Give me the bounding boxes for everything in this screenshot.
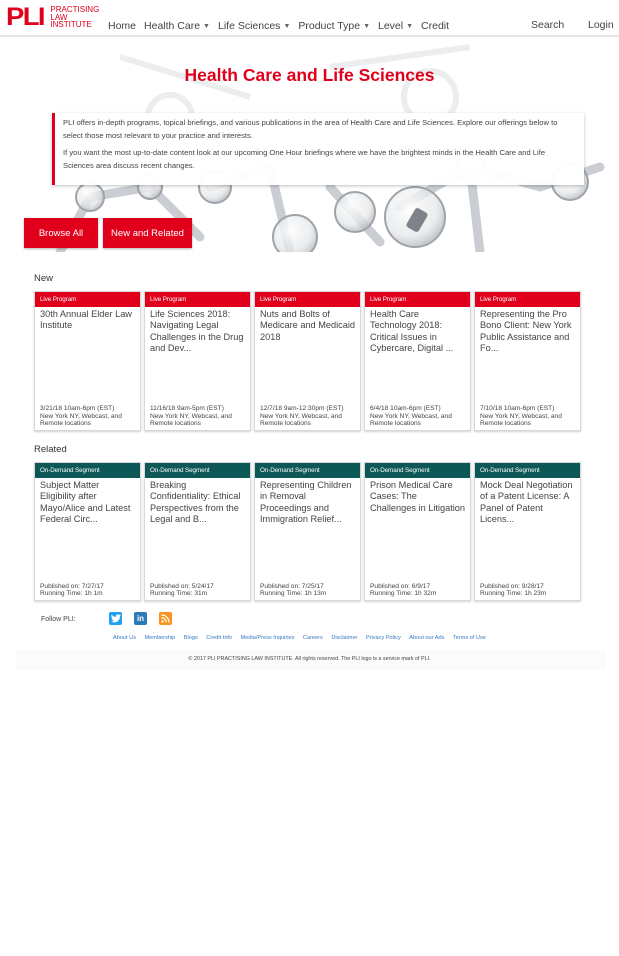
footer-link-disclaimer[interactable]: Disclaimer — [331, 635, 358, 641]
footer-link-privacy-policy[interactable]: Privacy Policy — [365, 635, 401, 641]
intro-callout — [52, 113, 584, 185]
card-published-date: Published on: 7/27/17 — [40, 582, 104, 590]
card-location: Remote locations — [370, 420, 421, 428]
card-running-time: Running Time: 1h 32m — [370, 590, 437, 598]
logo-wordmark — [50, 6, 99, 29]
card-running-time: Running Time: 1h 13m — [260, 590, 327, 598]
logo-line: INSTITUTE — [50, 20, 92, 30]
linkedin-icon[interactable] — [134, 612, 147, 625]
chevron-down-icon: ▼ — [203, 23, 210, 30]
logo-mark: PLI — [6, 3, 44, 31]
segment-card[interactable] — [254, 462, 361, 601]
card-location: Remote locations — [260, 420, 311, 428]
card-location: Remote locations — [40, 420, 91, 428]
card-location: Remote locations — [150, 420, 201, 428]
card-published-date: Published on: 9/28/17 — [480, 582, 544, 590]
card-type-badge: Live Program — [145, 292, 250, 307]
segment-card[interactable] — [364, 462, 471, 601]
nav-label: Credit — [421, 20, 450, 32]
card-location: New York NY, Webcast, and — [480, 412, 562, 420]
top-navigation-bar — [0, 0, 619, 37]
card-type-badge: On-Demand Segment — [365, 463, 470, 478]
program-card[interactable] — [364, 291, 471, 431]
related-cards-row — [34, 462, 581, 601]
chevron-down-icon: ▼ — [406, 23, 414, 30]
pli-logo[interactable] — [6, 3, 100, 31]
footer-link-careers[interactable]: Careers — [302, 635, 323, 641]
card-location: New York NY, Webcast, and — [40, 412, 122, 420]
nav-health-care[interactable] — [144, 20, 210, 32]
chevron-down-icon: ▼ — [283, 23, 291, 30]
card-meta — [370, 583, 467, 598]
card-meta — [40, 405, 137, 428]
new-and-related-button[interactable]: New and Related — [103, 218, 192, 248]
card-location: New York NY, Webcast, and — [150, 412, 232, 420]
program-card[interactable] — [144, 291, 251, 431]
card-running-time: Running Time: 1h 23m — [480, 590, 547, 598]
login-link[interactable]: Login — [588, 19, 614, 31]
card-title[interactable]: Nuts and Bolts of Medicare and Medicaid 2018 — [260, 309, 355, 342]
nav-product-type[interactable] — [298, 20, 370, 32]
card-meta — [260, 405, 357, 428]
card-title[interactable]: 30th Annual Elder Law Institute — [40, 309, 132, 331]
nav-home[interactable] — [108, 20, 136, 32]
card-title[interactable]: Subject Matter Eligibility after Mayo/Alice and Latest Federal Circ... — [40, 480, 131, 525]
program-card[interactable] — [34, 291, 141, 431]
footer-links — [113, 635, 494, 641]
nav-label: Health Care — [144, 20, 201, 32]
logo-line: LAW — [50, 12, 68, 22]
card-title[interactable]: Mock Deal Negotiation of a Patent License: A Panel of Patent Licens... — [480, 480, 573, 525]
nav-credit[interactable] — [421, 20, 449, 32]
card-date: 3/21/18 10am-6pm (EST) — [40, 405, 115, 413]
card-meta — [40, 583, 137, 598]
nav-life-sciences[interactable] — [218, 20, 290, 32]
nav-label: Level — [378, 20, 404, 32]
card-meta — [150, 583, 247, 598]
card-title[interactable]: Representing Children in Removal Proceedings and Immigration Relief... — [260, 480, 352, 525]
footer-link-media-press[interactable]: Media/Press Inquiries — [240, 635, 295, 641]
linkedin-glyph: in — [136, 614, 145, 623]
card-type-badge: Live Program — [35, 292, 140, 307]
copyright-text: © 2017 PLI PRACTISING LAW INSTITUTE. All rights reserved. The PLI logo is a service mark of PLI. — [188, 656, 431, 662]
card-type-badge: On-Demand Segment — [255, 463, 360, 478]
card-meta — [480, 583, 577, 598]
segment-card[interactable] — [474, 462, 581, 601]
card-title[interactable]: Prison Medical Care Cases: The Challenges in Litigation — [370, 480, 466, 513]
card-date: 6/4/18 10am-6pm (EST) — [370, 405, 441, 413]
intro-paragraph: If you want the most up-to-date content look at our upcoming One Hour briefings where we have the brightest minds in the Health Care and Life Sciences area discuss recent changes. — [63, 148, 546, 170]
related-section-heading: Related — [34, 444, 67, 455]
nav-label: Home — [108, 20, 137, 32]
card-type-badge: On-Demand Segment — [475, 463, 580, 478]
hero-banner — [0, 37, 619, 252]
card-type-badge: On-Demand Segment — [35, 463, 140, 478]
segment-card[interactable] — [34, 462, 141, 601]
rss-icon[interactable] — [159, 612, 172, 625]
card-type-badge: Live Program — [365, 292, 470, 307]
nav-level[interactable] — [378, 20, 413, 32]
card-title[interactable]: Life Sciences 2018: Navigating Legal Challenges in the Drug and Dev... — [150, 309, 244, 354]
nav-label: Life Sciences — [217, 20, 281, 32]
footer-link-blogs[interactable]: Blogs — [183, 635, 198, 641]
page-title: Health Care and Life Sciences — [184, 65, 435, 85]
card-title[interactable]: Breaking Confidentiality: Ethical Perspectives from the Legal and B... — [150, 480, 241, 525]
logo-line: PRACTISING — [50, 5, 100, 14]
nav-label: Product Type — [298, 20, 361, 32]
program-card[interactable] — [474, 291, 581, 431]
card-meta — [150, 405, 247, 428]
card-location: Remote locations — [480, 420, 531, 428]
card-running-time: Running Time: 1h 1m — [40, 590, 103, 598]
intro-paragraph: PLI offers in-depth programs, topical briefings, and various publications in the area of Health Care and Life Sciences. Explore our offerings below to select those most relevant to your practice and interests. — [63, 118, 558, 140]
rss-feed-icon — [161, 614, 170, 623]
card-title[interactable]: Health Care Technology 2018: Critical Issues in Cybercare, Digital ... — [370, 309, 454, 354]
program-card[interactable] — [254, 291, 361, 431]
browse-all-button[interactable]: Browse All — [24, 218, 98, 248]
search-link[interactable]: Search — [531, 19, 565, 31]
footer-link-about-ads[interactable]: About our Ads — [409, 635, 445, 641]
card-date: 12/7/18 9am-12:30pm (EST) — [260, 405, 344, 413]
card-published-date: Published on: 7/25/17 — [260, 582, 324, 590]
twitter-icon[interactable] — [109, 612, 122, 625]
twitter-bird-icon — [111, 614, 121, 623]
card-date: 11/16/18 9am-5pm (EST) — [150, 405, 224, 413]
card-type-badge: Live Program — [255, 292, 360, 307]
card-running-time: Running Time: 31m — [150, 590, 208, 598]
card-meta — [370, 405, 467, 428]
card-published-date: Published on: 5/24/17 — [150, 582, 214, 590]
card-location: New York NY, Webcast, and — [370, 412, 452, 420]
card-date: 7/10/18 10am-6pm (EST) — [480, 405, 555, 413]
card-title[interactable]: Representing the Pro Bono Client: New York Public Assistance and Fo... — [480, 309, 572, 354]
footer-link-membership[interactable]: Membership — [144, 635, 176, 641]
card-meta — [260, 583, 357, 598]
card-type-badge: Live Program — [475, 292, 580, 307]
card-location: New York NY, Webcast, and — [260, 412, 342, 420]
follow-label: Follow PLI: — [41, 616, 76, 623]
chevron-down-icon: ▼ — [363, 23, 370, 30]
card-meta — [480, 405, 577, 428]
new-section-heading: New — [34, 273, 54, 284]
footer-link-credit-info[interactable]: Credit Info — [206, 635, 233, 641]
segment-card[interactable] — [144, 462, 251, 601]
card-type-badge: On-Demand Segment — [145, 463, 250, 478]
card-published-date: Published on: 6/9/17 — [370, 582, 431, 590]
footer-link-terms[interactable]: Terms of Use — [452, 635, 486, 641]
new-cards-row — [34, 291, 581, 431]
main-nav — [108, 20, 457, 32]
footer-link-about-us[interactable]: About Us — [113, 635, 137, 641]
